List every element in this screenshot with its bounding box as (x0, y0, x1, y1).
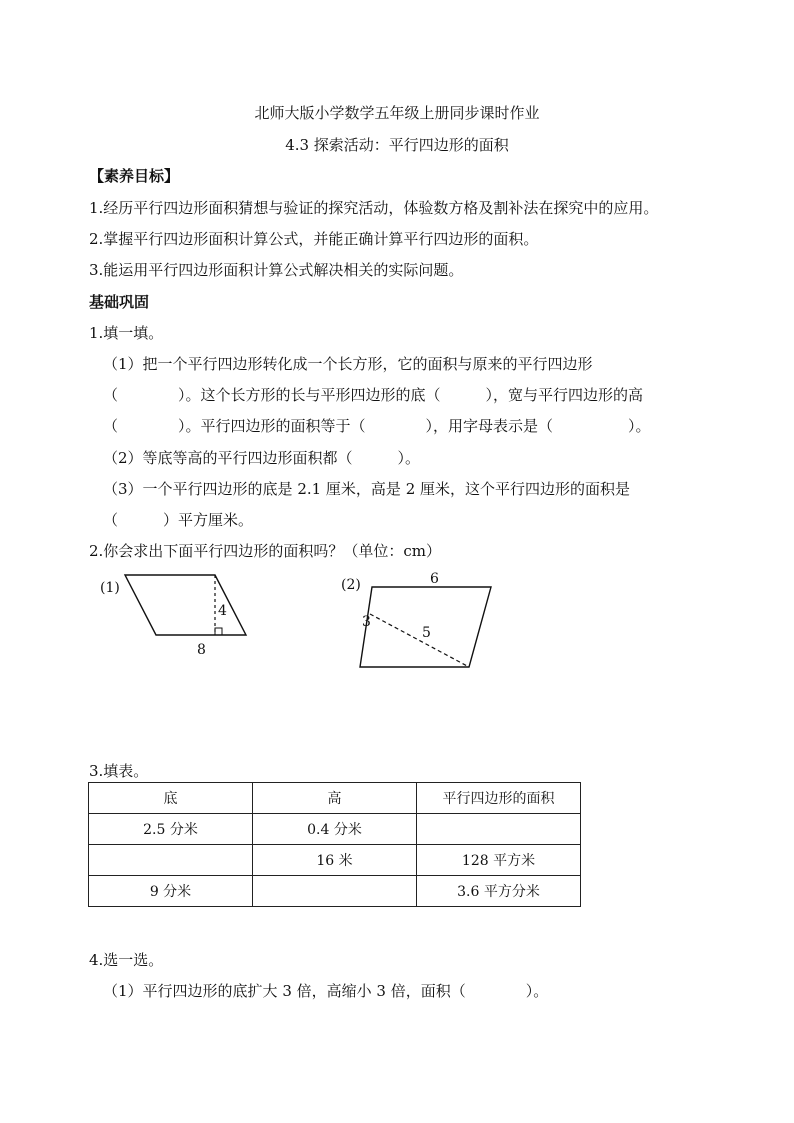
question-1-line: （ ）平方厘米。 (103, 511, 254, 529)
table-header-row (89, 783, 581, 814)
table-header-cell: 高 (253, 783, 417, 814)
table-cell: 16 米 (253, 845, 417, 876)
lesson-subtitle: 4.3 探索活动：平行四边形的面积 (285, 136, 509, 154)
table-row (89, 814, 581, 845)
question-1-line: （ ）。这个长方形的长与平形四边形的底（ ），宽与平行四边形的高 (103, 386, 644, 404)
table-header-cell: 底 (89, 783, 253, 814)
diagonal-height-line (370, 614, 469, 667)
document-title: 北师大版小学数学五年级上册同步课时作业 (254, 104, 540, 122)
parallelogram-figure-2 (336, 568, 506, 672)
goals-heading: 【素养目标】 (89, 167, 180, 185)
table-cell: 2.5 分米 (89, 814, 253, 845)
side-label: 3 (362, 614, 371, 630)
table-header-cell: 平行四边形的面积 (417, 783, 581, 814)
table-cell: 9 分米 (89, 876, 253, 907)
goal-item: 3.能运用平行四边形面积计算公式解决相关的实际问题。 (89, 261, 464, 279)
parallelogram-shape (125, 575, 246, 635)
question-1-line: （ ）。平行四边形的面积等于（ ），用字母表示是（ ）。 (103, 417, 651, 435)
figure-1-label: (1) (100, 580, 120, 596)
table-cell[interactable] (89, 845, 253, 876)
figure-2-label: (2) (341, 577, 361, 593)
question-3-title: 3.填表。 (89, 762, 149, 780)
question-1-line: （3）一个平行四边形的底是 2.1 厘米，高是 2 厘米，这个平行四边形的面积是 (103, 480, 631, 498)
table-cell: 0.4 分米 (253, 814, 417, 845)
table-cell[interactable] (417, 814, 581, 845)
height-label: 4 (218, 603, 227, 619)
table-cell: 128 平方米 (417, 845, 581, 876)
question-1-title: 1.填一填。 (89, 324, 164, 342)
base-label: 8 (197, 642, 206, 658)
diagonal-label: 5 (422, 625, 431, 641)
question-4-title: 4.选一选。 (89, 951, 164, 969)
right-angle-mark (215, 628, 222, 635)
fill-in-table (88, 782, 581, 907)
question-4-line: （1）平行四边形的底扩大 3 倍，高缩小 3 倍，面积（ ）。 (103, 982, 549, 1000)
table-cell: 3.6 平方分米 (417, 876, 581, 907)
question-1-line: （1）把一个平行四边形转化成一个长方形，它的面积与原来的平行四边形 (103, 355, 593, 373)
goal-item: 1.经历平行四边形面积猜想与验证的探究活动，体验数方格及割补法在探究中的应用。 (89, 199, 659, 217)
table-row (89, 876, 581, 907)
top-side-label: 6 (430, 571, 439, 587)
parallelogram-figure-1 (95, 568, 265, 660)
table-row (89, 845, 581, 876)
goal-item: 2.掌握平行四边形面积计算公式，并能正确计算平行四边形的面积。 (89, 230, 539, 248)
question-2-title: 2.你会求出下面平行四边形的面积吗？（单位：cm） (89, 542, 441, 560)
question-1-line: （2）等底等高的平行四边形面积都（ ）。 (103, 449, 421, 467)
section-heading: 基础巩固 (89, 293, 150, 311)
table-cell[interactable] (253, 876, 417, 907)
